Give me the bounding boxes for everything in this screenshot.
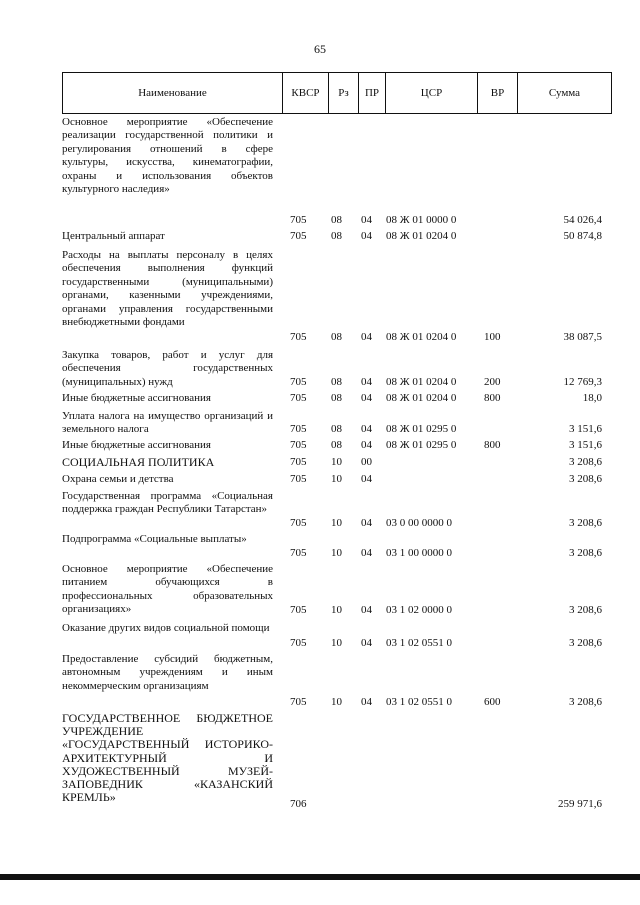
row-pr: 04 [361, 230, 372, 242]
row-vr: 100 [484, 331, 501, 343]
row-pr: 04 [361, 473, 372, 485]
row-rz: 08 [331, 230, 342, 242]
row-sum: 3 151,6 [569, 423, 602, 435]
row-kvsr: 705 [290, 331, 307, 343]
row-rz: 10 [331, 473, 342, 485]
row-kvsr: 705 [290, 473, 307, 485]
row-kvsr: 705 [290, 696, 307, 708]
row-csr: 08 Ж 01 0204 0 [386, 230, 457, 242]
row-name: Предоставление субсидий бюджетным, автономным учреждениям и иным некоммерческим организациям [62, 653, 273, 692]
row-pr: 00 [361, 456, 372, 468]
row-csr: 08 Ж 01 0204 0 [386, 331, 457, 343]
row-rz: 08 [331, 439, 342, 451]
row-name: Государственная программа «Социальная поддержка граждан Республики Татарстан» [62, 490, 273, 516]
row-vr: 600 [484, 696, 501, 708]
row-kvsr: 705 [290, 439, 307, 451]
row-kvsr: 705 [290, 392, 307, 404]
row-name: Иные бюджетные ассигнования [62, 439, 211, 451]
row-sum: 3 208,6 [569, 604, 602, 616]
page-number: 65 [314, 42, 326, 56]
row-rz: 10 [331, 696, 342, 708]
row-name: Подпрограмма «Социальные выплаты» [62, 533, 247, 545]
row-kvsr: 706 [290, 798, 307, 810]
row-rz: 08 [331, 423, 342, 435]
row-csr: 08 Ж 01 0204 0 [386, 392, 457, 404]
row-kvsr: 705 [290, 214, 307, 226]
row-sum: 3 208,6 [569, 517, 602, 529]
table-header [62, 72, 612, 114]
header-csr: ЦСР [386, 73, 478, 113]
row-name: Иные бюджетные ассигнования [62, 392, 211, 404]
row-vr: 200 [484, 376, 501, 388]
row-rz: 08 [331, 392, 342, 404]
row-kvsr: 705 [290, 423, 307, 435]
row-name: Основное мероприятие «Обеспечение реализации государственной политики и регулирования отношений в сфере культуры, искусства, кинематографии, охраны и использования объектов культурного наследия» [62, 116, 273, 196]
header-sum: Сумма [548, 87, 581, 99]
row-sum: 259 971,6 [558, 798, 602, 810]
row-rz: 08 [331, 376, 342, 388]
row-kvsr: 705 [290, 604, 307, 616]
row-vr: 800 [484, 439, 501, 451]
row-name: Оказание других видов социальной помощи [62, 622, 270, 634]
row-rz: 10 [331, 547, 342, 559]
row-pr: 04 [361, 439, 372, 451]
row-pr: 04 [361, 637, 372, 649]
row-csr: 08 Ж 01 0295 0 [386, 423, 457, 435]
row-csr: 08 Ж 01 0204 0 [386, 376, 457, 388]
row-pr: 04 [361, 331, 372, 343]
row-pr: 04 [361, 547, 372, 559]
header-vr: ВР [478, 73, 518, 113]
header-rz: Рз [329, 73, 359, 113]
row-sum: 3 151,6 [569, 439, 602, 451]
row-kvsr: 705 [290, 517, 307, 529]
row-sum: 18,0 [582, 392, 602, 404]
row-rz: 10 [331, 604, 342, 616]
row-csr: 03 1 02 0000 0 [386, 604, 452, 616]
row-sum: 3 208,6 [569, 547, 602, 559]
row-sum: 12 769,3 [563, 376, 602, 388]
row-name: Расходы на выплаты персоналу в целях обеспечения выполнения функций государственными (муниципальными) органами, казенными учреждениями, органами управления государственными внебюджетными фондами [62, 249, 273, 329]
row-sum: 3 208,6 [569, 456, 602, 468]
row-name: Центральный аппарат [62, 230, 165, 242]
header-name: Наименование [63, 73, 283, 113]
row-vr: 800 [484, 392, 501, 404]
row-pr: 04 [361, 392, 372, 404]
row-sum: 3 208,6 [569, 473, 602, 485]
header-kvsr: КВСР [283, 73, 329, 113]
row-pr: 04 [361, 214, 372, 226]
row-name: Уплата налога на имущество организаций и земельного налога [62, 410, 273, 436]
row-sum: 3 208,6 [569, 696, 602, 708]
scan-edge-bar [0, 874, 640, 880]
row-name: Закупка товаров, работ и услуг для обеспечения государственных (муниципальных) нужд [62, 349, 273, 388]
row-rz: 10 [331, 456, 342, 468]
row-kvsr: 705 [290, 456, 307, 468]
row-sum: 50 874,8 [563, 230, 602, 242]
row-csr: 03 0 00 0000 0 [386, 517, 452, 529]
row-rz: 10 [331, 637, 342, 649]
row-kvsr: 705 [290, 230, 307, 242]
row-rz: 08 [331, 214, 342, 226]
row-name: ГОСУДАРСТВЕННОЕ БЮДЖЕТНОЕ УЧРЕЖДЕНИЕ «ГОСУДАРСТВЕННЫЙ ИСТОРИКО-АРХИТЕКТУРНЫЙ И ХУДОЖЕСТВЕННЫЙ МУЗЕЙ-ЗАПОВЕДНИК «КАЗАНСКИЙ КРЕМЛЬ» [62, 711, 273, 805]
row-pr: 04 [361, 696, 372, 708]
row-pr: 04 [361, 376, 372, 388]
row-name: СОЦИАЛЬНАЯ ПОЛИТИКА [62, 455, 215, 469]
row-pr: 04 [361, 423, 372, 435]
row-csr: 03 1 02 0551 0 [386, 637, 452, 649]
row-sum: 38 087,5 [563, 331, 602, 343]
row-csr: 03 1 02 0551 0 [386, 696, 452, 708]
row-sum: 54 026,4 [563, 214, 602, 226]
row-kvsr: 705 [290, 637, 307, 649]
row-sum: 3 208,6 [569, 637, 602, 649]
row-kvsr: 705 [290, 547, 307, 559]
row-rz: 08 [331, 331, 342, 343]
row-csr: 08 Ж 01 0000 0 [386, 214, 457, 226]
row-name: Охрана семьи и детства [62, 473, 174, 485]
row-name: Основное мероприятие «Обеспечение питанием обучающихся в профессиональных образовательных организациях» [62, 563, 273, 616]
row-rz: 10 [331, 517, 342, 529]
row-csr: 03 1 00 0000 0 [386, 547, 452, 559]
row-kvsr: 705 [290, 376, 307, 388]
header-pr: ПР [359, 73, 386, 113]
row-pr: 04 [361, 604, 372, 616]
row-csr: 08 Ж 01 0295 0 [386, 439, 457, 451]
row-pr: 04 [361, 517, 372, 529]
